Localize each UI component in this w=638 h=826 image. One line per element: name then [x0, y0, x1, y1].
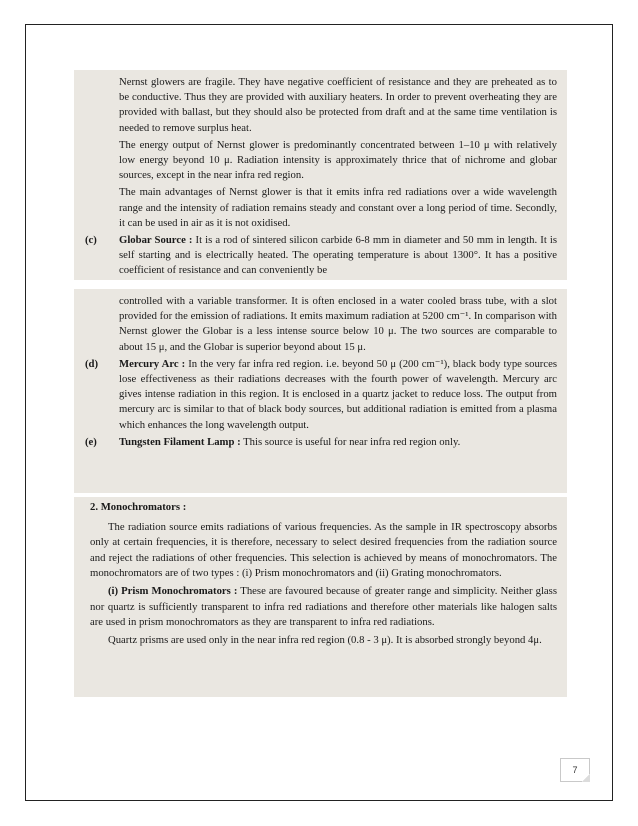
prism-monochromators-text: These are favoured because of greater range and simplicity. Neither glass nor quartz is sufficiently transparent to infra red radiations and therefore other materials like halogen salts are used in prism monochromators as they are transparent to infra red radiations.: [90, 584, 557, 629]
monochromators-heading: 2. Monochromators :: [90, 501, 187, 513]
page-number: 7: [560, 758, 590, 782]
scanned-excerpt-1: [74, 70, 567, 280]
tungsten-lamp-item: [85, 435, 557, 450]
quartz-prisms-paragraph: Quartz prisms are used only in the near infra red region (0.8 - 3 μ). It is absorbed strongly beyond 4μ.: [108, 633, 542, 646]
mercury-arc-title: Mercury Arc :: [119, 357, 186, 370]
globar-source-text: It is a rod of sintered silicon carbide 6-8 mm in diameter and 50 mm in length. It is self starting and is electrically heated. The operating temperature is about 1300°. It has a positive coefficient of resistance and can conveniently be: [119, 234, 558, 277]
item-label-e: (e): [85, 435, 97, 448]
nernst-fragile-paragraph: Nernst glowers are fragile. They have negative coefficient of resistance and they are preheated as to be conductive. Thus they are provided with auxiliary heaters. In order to prevent overheating they are provided with ballast, but they should also be protected from draft and at the same time ventilation is needed to remove surplus heat.: [119, 76, 557, 134]
prism-monochromators-title: (i) Prism Monochromators :: [108, 584, 238, 597]
item-label-c: (c): [85, 234, 97, 247]
nernst-energy-paragraph: The energy output of Nernst glower is predominantly concentrated between 1–10 μ with relatively low energy beyond 10 μ. Radiation intensity is approximately thrice that of nichrome and globar sources, except in the near infra red region.: [119, 138, 557, 182]
mercury-arc-item: [85, 357, 557, 433]
tungsten-lamp-title: Tungsten Filament Lamp :: [119, 435, 241, 448]
item-label-d: (d): [85, 357, 99, 370]
monochromators-intro-paragraph: The radiation source emits radiations of various frequencies. As the sample in IR spectroscopy absorbs only at certain frequencies, it is therefore, necessary to select desired frequencies from the radiation source and reject the radiations of other frequencies. This selection is achieved by means of monochromators. The monochromators are of two types : (i) Prism monochromators and (ii) Grating monochromators.: [90, 520, 557, 580]
mercury-arc-text: In the very far infra red region. i.e. beyond 50 μ (200 cm⁻¹), black body type sources lose effectiveness as their radiations decreases with the fourth power of wavelength. Mercury arc gives intense radiation in this region. It is enclosed in a quartz jacket to reduce loss. The output from mercury arc is similar to that of black body sources, but additional radiation is emitted from a plasma which enhances the long wavelength output.: [119, 357, 557, 431]
nernst-advantages-paragraph: The main advantages of Nernst glower is that it emits infra red radiations over a wide wavelength range and the intensity of radiation remains steady and constant over a long period of time. Secondly, it can be used in air as it is not oxidised.: [119, 186, 557, 229]
prism-monochromators-paragraph: [90, 584, 557, 631]
tungsten-lamp-text: This source is useful for near infra red region only.: [240, 435, 461, 448]
globar-continuation-paragraph: controlled with a variable transformer. It is often enclosed in a water cooled brass tube, with a slot provided for the emission of radiations. It emits maximum radiation at 5200 cm⁻¹. In comparison with Nernst glower the Globar is a less intense source below 10 μ. The two sources are comparable to about 15 μ, and the Globar is superior beyond about 15 μ.: [119, 295, 557, 353]
globar-source-item: [85, 233, 558, 279]
globar-source-title: Globar Source :: [119, 234, 193, 247]
scanned-excerpt-2: [74, 289, 567, 493]
scanned-excerpt-3: [74, 497, 567, 697]
